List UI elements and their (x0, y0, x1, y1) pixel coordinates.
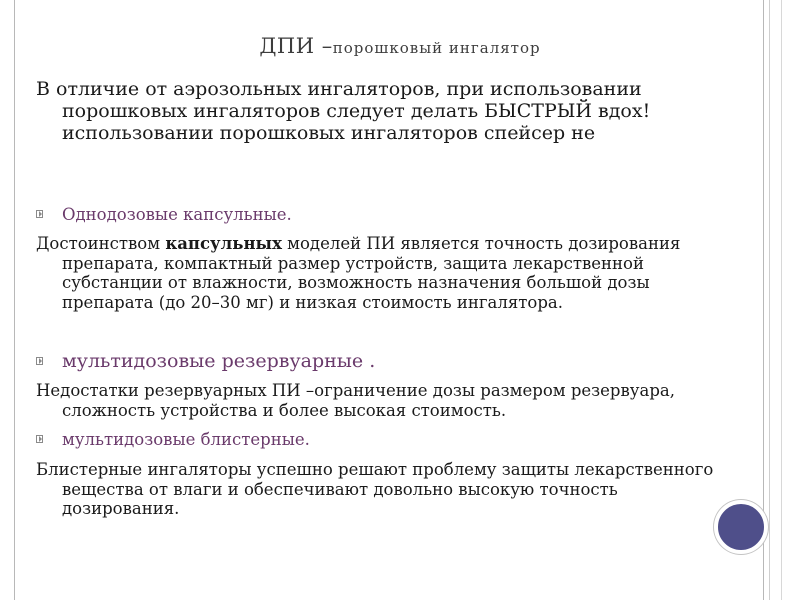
bullet-blister-label: мультидозовые блистерные. (62, 430, 310, 449)
bullet-reservoir-label: мультидозовые резервуарные . (62, 350, 376, 372)
bullet-capsule-label: Однодозовые капсульные. (62, 205, 292, 224)
title-sub: порошковый ингалятор (332, 39, 541, 57)
capsule-text-end: моделей ПИ является точность дозирования препарата, компактный размер устройств, защита лекарственной субстанции от влажности, возможность назначения большой дозы препарата (до 20–30 мг) и низкая стоимость ингалятора. (62, 234, 681, 312)
blister-paragraph: Блистерные ингаляторы успешно решают проблему защиты лекарственного вещества от влаги и обеспечивают довольно высокую точность дозирования. (36, 460, 714, 518)
reservoir-paragraph: Недостатки резервуарных ПИ –ограничение дозы размером резервуара, сложность устройства и более высокая стоимость. (36, 381, 675, 420)
frame-line-right-outer (781, 0, 782, 600)
bullet-blister (36, 430, 716, 449)
frame-line-right-inner (769, 0, 770, 600)
capsule-paragraph (36, 234, 716, 312)
capsule-text-start: Достоинством (36, 234, 166, 253)
bullet-icon (36, 357, 43, 365)
frame-line-left (14, 0, 15, 600)
bullet-reservoir (36, 350, 716, 372)
capsule-text-bold: капсульных (165, 234, 282, 253)
intro-paragraph: В отличие от аэрозольных ингаляторов, при использовании порошковых ингаляторов следует делать БЫСТРЫЙ вдох! использовании порошковых ингаляторов спейсер не (36, 78, 651, 144)
bullet-icon (36, 435, 43, 443)
frame-line-right (763, 0, 764, 600)
bullet-capsule (36, 205, 716, 224)
title-main: ДПИ – (259, 34, 333, 58)
decorative-circle (714, 500, 768, 554)
slide-title (40, 34, 760, 58)
bullet-icon (36, 210, 43, 218)
